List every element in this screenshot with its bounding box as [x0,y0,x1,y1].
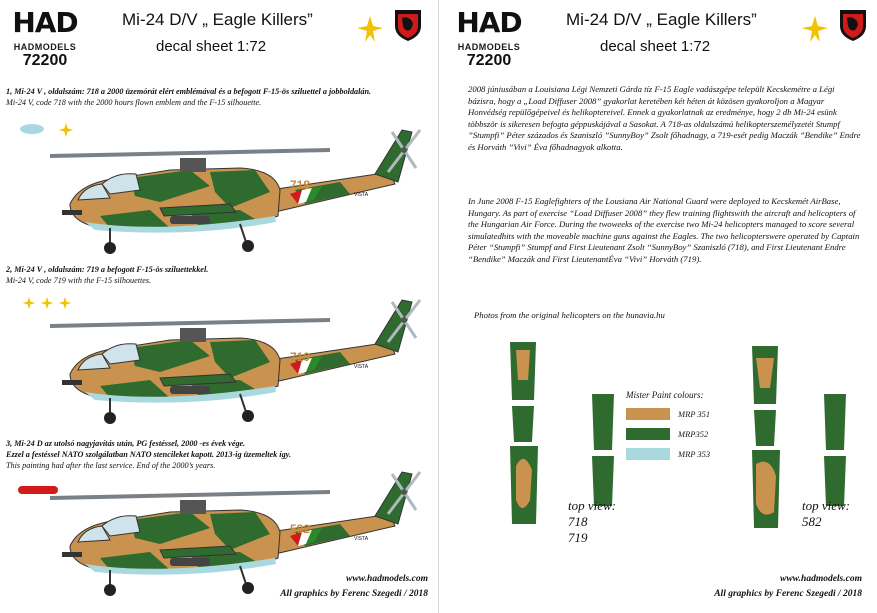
photos-note: Photos from the original helicopters on the hunavia.hu [474,310,665,320]
english-description: In June 2008 F-15 Eaglefighters of the Lousiana Air National Guard were deployed to Kecskemét AirBase, Hungary. As part of exercise “Load Diffuser 2008” they flew training flightswith the aircraft and helicopters of the Hungarian Air Force. During the twoweeks of the exercise two Mi-24 helicopters managed to score several simulatedhits with the moveable machine guns against the Eagles. The two helicopterswere operated by Captain Péter “Stumpfi” Stumpf and First Lieutenant Zsolt “SunnyBoy” Szaniszló (718), and First Lieutenant Endre “Bendike” Maczák and First LieutenantÉva “Vivi” Horváth (719). [468,196,860,264]
top-view-wing-2 [820,390,850,510]
sheet-subtitle: decal sheet 1:72 [156,38,267,55]
marking-2: VISTA [354,364,369,370]
variant-2-caption-hu: 2, Mi-24 V , oldalszám: 719 a befogott F-15-ös sziluettekkel. [6,265,209,274]
helicopter-profile-2 [40,282,440,432]
swatch-green [626,428,670,440]
top-view-label-1-text: top view: [568,498,617,513]
logo-text-right: HAD [456,6,522,39]
top-view-label-1 [568,498,616,546]
dragon-shield-icon [393,8,423,42]
catalog-number-right: 72200 [466,52,512,69]
top-view-code-718: 718 [568,514,588,529]
dragon-shield-icon-right [838,8,868,42]
side-number-1: 718 [290,178,311,192]
legend-item-mrp351 [626,408,710,420]
variant-1-caption-hu: 1, Mi-24 V , oldalszám: 718 a 2000 üzemórát elért emblémával és a befogott F-15-ös sziluettel a jobboldalán. [6,87,372,96]
side-number-2: 719 [290,350,311,364]
catalog-number: 72200 [22,52,68,69]
top-view-wing [588,390,618,510]
side-number-3: 582 [290,522,311,536]
sheet-title-right: Mi-24 D/V „ Eagle Killers” [566,10,757,29]
eagle-emblem-icon [355,14,385,44]
swatch-tan [626,408,670,420]
footer-credit-right: All graphics by Ferenc Szegedi / 2018 [714,589,862,599]
legend-label-2: MRP352 [678,429,709,439]
logo-subtext: HADMODELS [13,42,77,52]
legend-label-1: MRP 351 [678,409,711,419]
hungarian-description: 2008 júniusában a Louisiana Légi Nemzeti Gárda tíz F-15 Eagle vadászgépe települt Kecskemétre a Légi bázisra, hogy a „Load Diffuser 2008” gyakorlat keretében két héten át közösen gyakoroljon a Magyar Honvédség repülőgépeivel és helikoptereivel. Ennek a gyakorlatnak az eredménye, hogy 2 db Mi-24 esünk többször is sikeresen befogta géppuskájával a Sasokat. A 718-as oldalszámú helikopterszemélyzetét Stumpf ”Stumpfi” Péter százados és Szaniszló ”SunnyBoy” Zsolt főhadnagy, a 719-esét pedig Maczák ”Bendike” Endre és Horváth ”Vivi” Éva főhadnagyok alkotta. [468,84,861,152]
top-view-582 [740,344,790,530]
eagle-emblem-icon-right [800,14,830,44]
legend-item-mrp353 [626,448,710,460]
variant-3-caption-en: This painting had after the last service. End of the 2000’s years. [6,461,216,470]
variant-1-caption-en: Mi-24 V, code 718 with the 2000 hours flown emblem and the F-15 silhouette. [6,98,262,107]
sheet-title: Mi-24 D/V „ Eagle Killers” [122,10,313,29]
variant-3-caption-hu: 3, Mi-24 D az utolsó nagyjavítás után, PG festéssel, 2000 -es évek vége. [6,439,246,448]
variant-2-caption-en: Mi-24 V, code 719 with the F-15 silhouettes. [6,276,152,285]
footer-url: www.hadmodels.com [346,574,428,584]
top-view-code-719: 719 [568,530,588,545]
swatch-light-blue [626,448,670,460]
helicopter-profile-1 [40,112,440,262]
star-jet-icon-1 [22,296,36,310]
marking-1: VISTA [354,192,369,198]
legend-label-3: MRP 353 [678,449,711,459]
variant-1-caption [6,86,426,108]
top-view-code-582: 582 [802,514,822,529]
top-view-718-719 [498,340,548,526]
marking-3: VISTA [354,536,369,542]
footer-url-right: www.hadmodels.com [780,574,862,584]
sheet-subtitle-right: decal sheet 1:72 [600,38,711,55]
logo-text: HAD [12,6,78,39]
variant-3-caption-hu2: Ezzel a festéssel NATO szolgálatban NATO stencileket kapott. 2013-ig üzemeltek így. [6,450,292,459]
legend-item-mrp352 [626,428,708,440]
top-view-label-2 [802,498,850,530]
logo-subtext-right: HADMODELS [457,42,521,52]
legend-title: Mister Paint colours: [626,390,704,400]
footer-credit: All graphics by Ferenc Szegedi / 2018 [280,589,428,599]
top-view-label-2-text: top view: [802,498,851,513]
